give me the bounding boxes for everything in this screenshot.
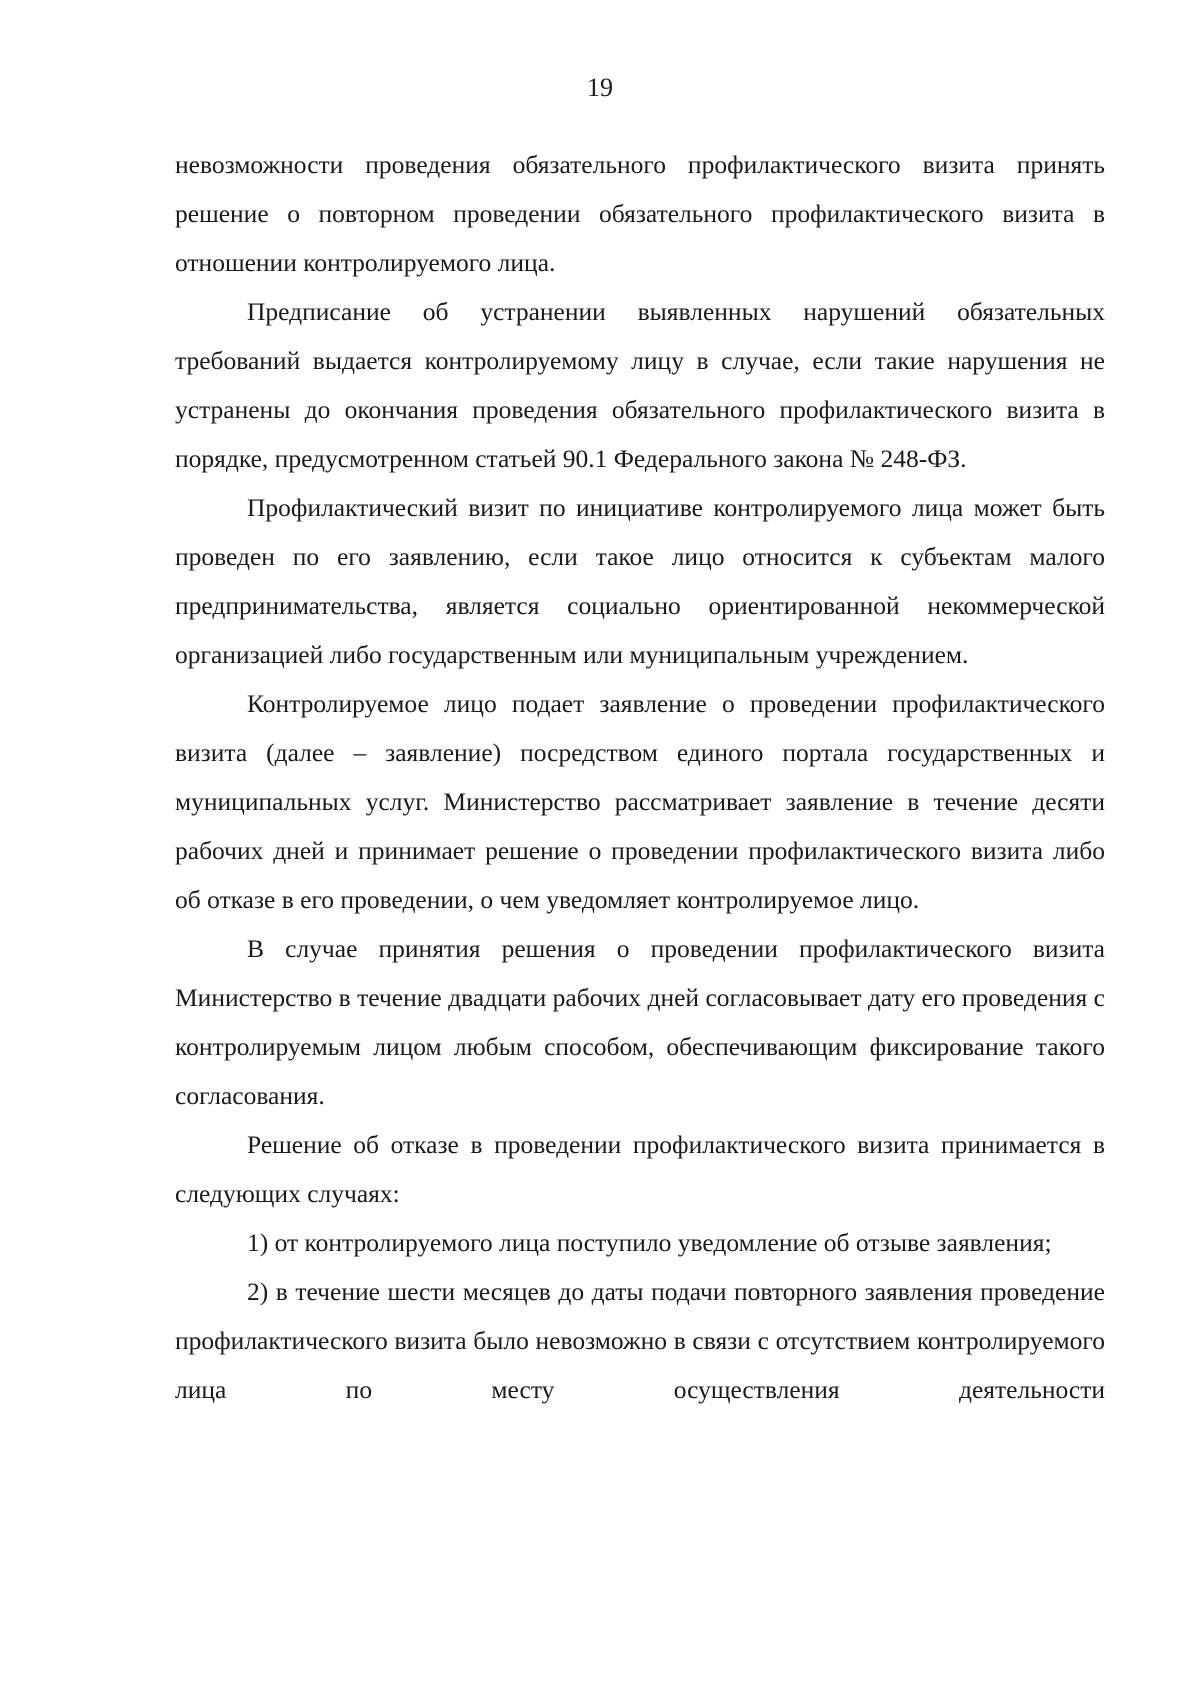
list-item-1: 1) от контролируемого лица поступило уведомление об отзыве заявления; <box>247 1228 1052 1257</box>
paragraph-date-agreement: В случае принятия решения о проведении профилактического визита Министерство в течение двадцати рабочих дней согласовывает дату его проведения с контролируемым лицом любым способом, обеспечивающим фиксирование такого согласования. <box>175 934 1105 1110</box>
paragraph-application: Контролируемое лицо подает заявление о проведении профилактического визита (далее – заявление) посредством единого портала государственных и муниципальных услуг. Министерство рассматривает заявление в течение десяти рабочих дней и принимает решение о проведении профилактического визита либо об отказе в его проведении, о чем уведомляет контролируемое лицо. <box>175 689 1105 914</box>
paragraph-continuation: невозможности проведения обязательного профилактического визита принять решение о повторном проведении обязательного профилактического визита в отношении контролируемого лица. <box>175 150 1105 277</box>
paragraph-prescription: Предписание об устранении выявленных нарушений обязательных требований выдается контролируемому лицу в случае, если такие нарушения не устранены до окончания проведения обязательного профилактического визита в порядке, предусмотренном статьей 90.1 Федерального закона № 248-ФЗ. <box>175 297 1105 473</box>
paragraph-initiative-visit: Профилактический визит по инициативе контролируемого лица может быть проведен по его заявлению, если такое лицо относится к субъектам малого предпринимательства, является социально ориентированной некоммерческой организацией либо государственным или муниципальным учреждением. <box>175 493 1105 669</box>
list-item-2: 2) в течение шести месяцев до даты подачи повторного заявления проведение профилактического визита было невозможно в связи с отсутствием контролируемого лица по месту осуществления деятельности <box>175 1277 1105 1404</box>
paragraph-refusal-cases: Решение об отказе в проведении профилактического визита принимается в следующих случаях: <box>175 1130 1105 1208</box>
page-number: 19 <box>587 73 613 102</box>
document-body <box>175 140 1105 1414</box>
